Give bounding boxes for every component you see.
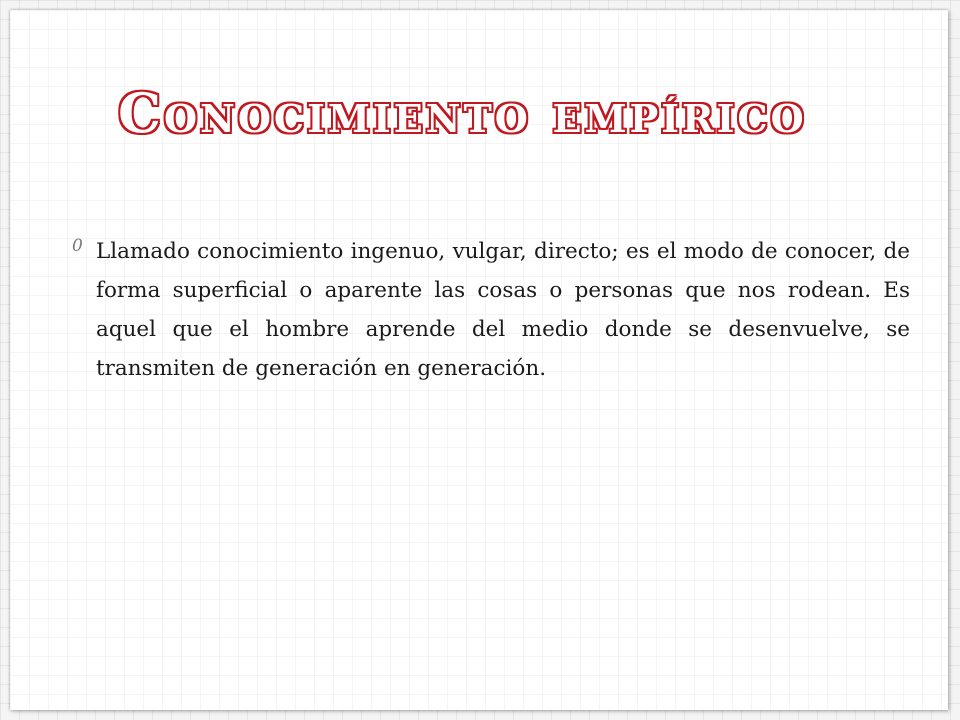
bullet-marker: 0 [72,236,83,256]
slide-paper [10,10,948,710]
bullet-item [72,232,910,388]
slide-title: Conocimiento empírico [118,81,807,145]
bullet-text: Llamado conocimiento ingenuo, vulgar, directo; es el modo de conocer, de forma superficial o aparente las cosas o personas que nos rodean. Es aquel que el hombre aprende del medio donde se desenvuelve, se transmiten de generación en generación. [96,239,910,381]
